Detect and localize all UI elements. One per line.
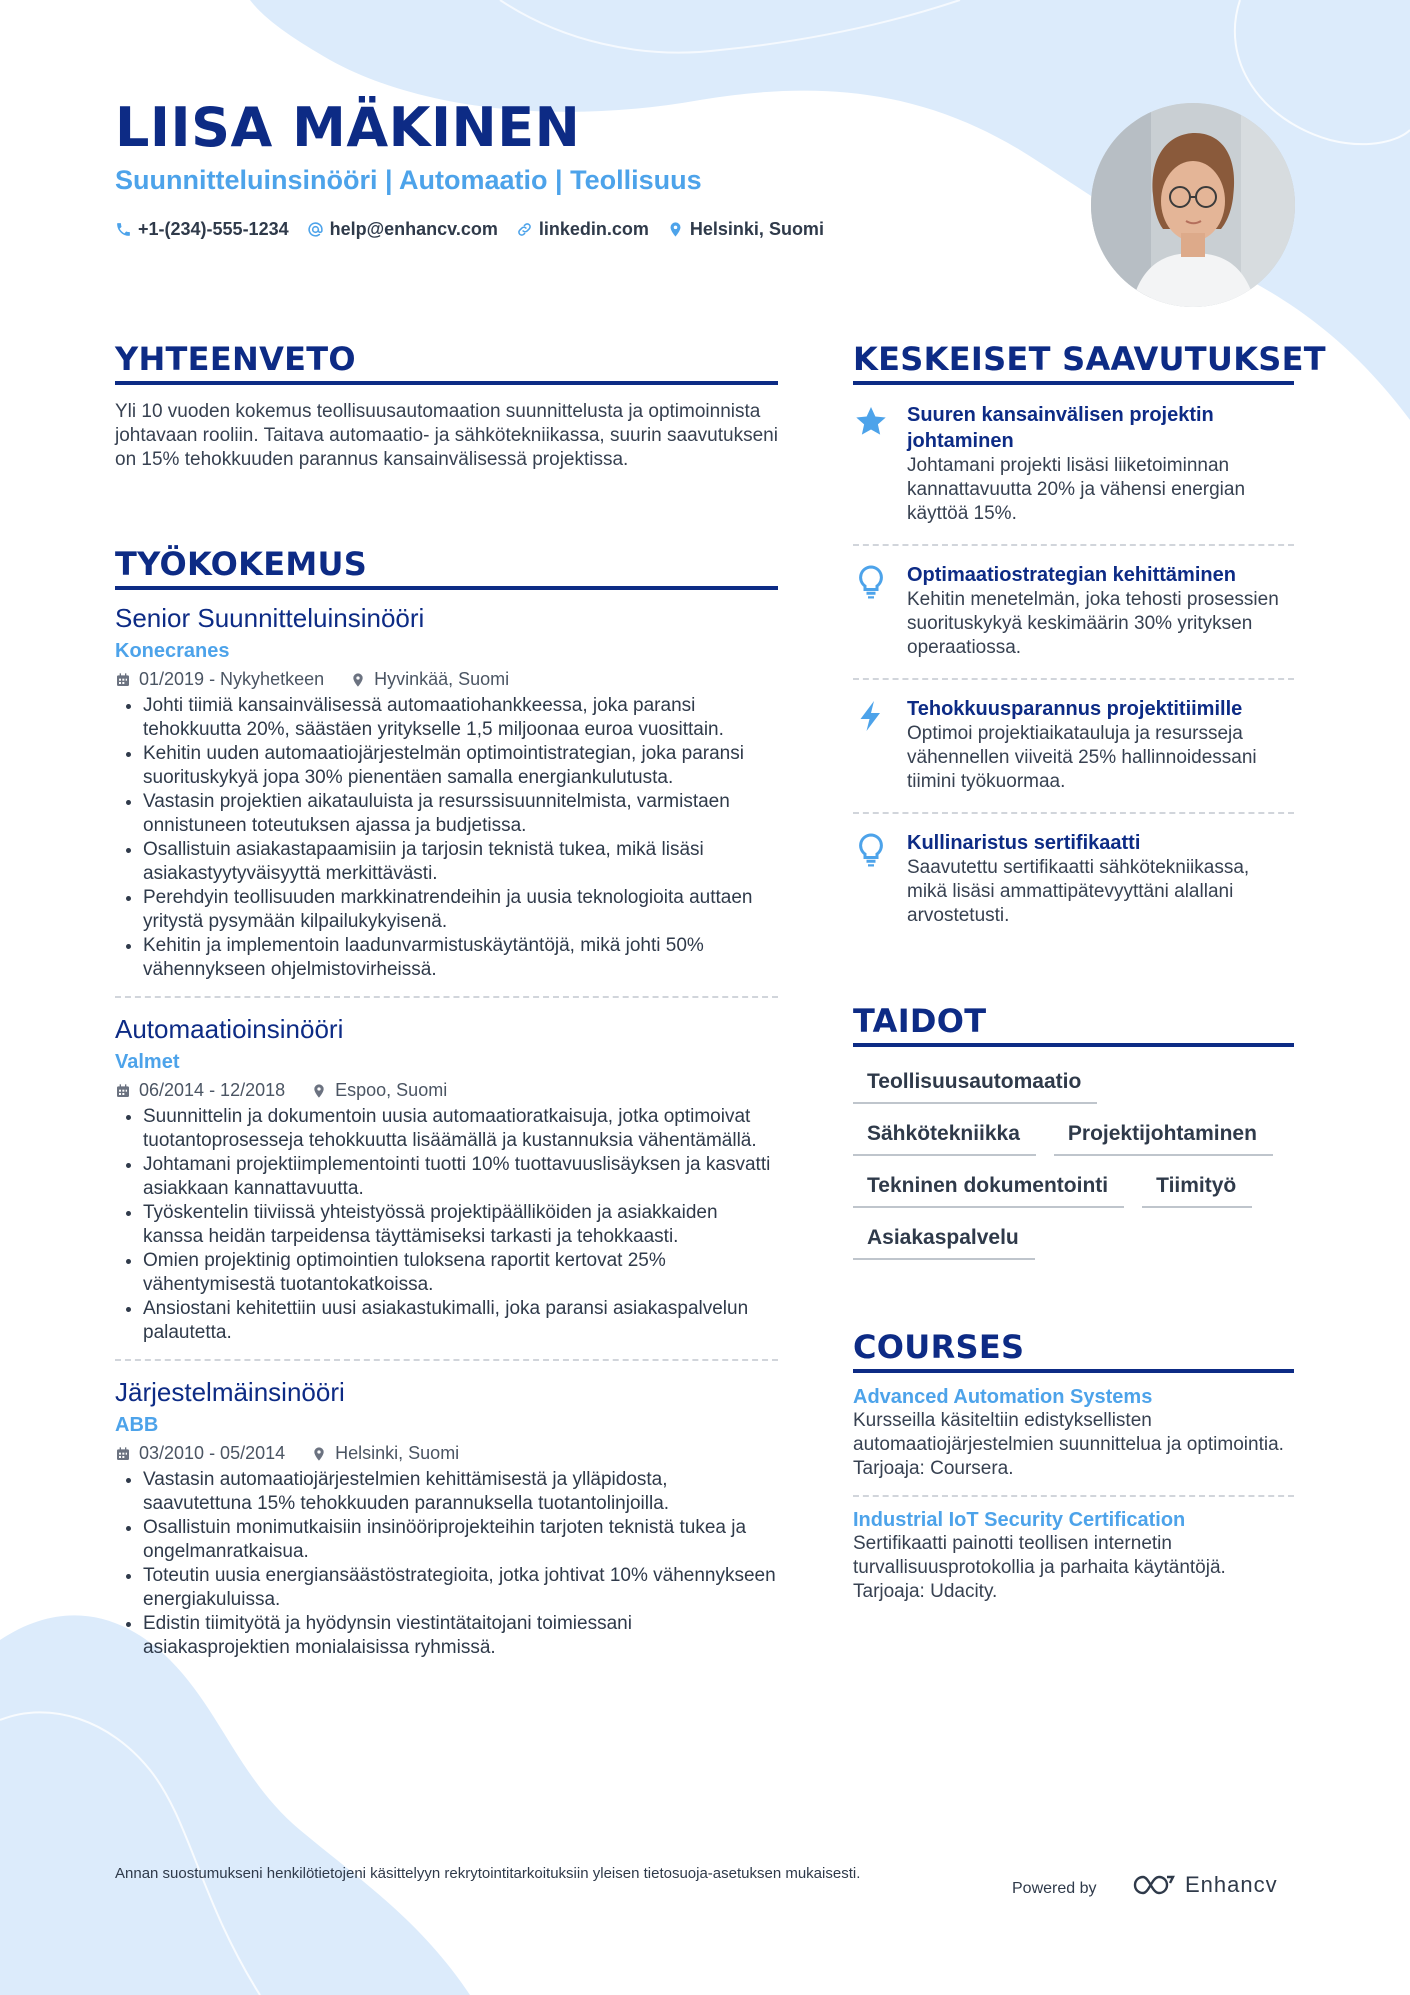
course-title[interactable]: Industrial IoT Security Certification <box>853 1509 1186 1531</box>
bullet-item: • Vastasin automaatiojärjestelmien kehittämisestä ja ylläpidosta, saavutettuna 15% tehokkuuden parannuksella tuotantolinjoilla. <box>143 1468 778 1516</box>
course-desc: Kursseilla käsiteltiin edistyksellisten automaatiojärjestelmien suunnittelua ja optimointia. Tarjoaja: Coursera. <box>853 1410 1284 1479</box>
course-desc: Sertifikaatti painotti teollisen internetin turvallisuusprotokollia ja parhaita käytäntöjä. Tarjoaja: Udacity. <box>853 1533 1226 1602</box>
courses-heading: COURSES <box>853 1328 1025 1366</box>
summary-heading: YHTEENVETO <box>115 340 356 378</box>
at-icon <box>307 221 324 238</box>
skill-tag: Tiimityö <box>1142 1174 1252 1208</box>
lightbulb-icon <box>853 564 889 600</box>
bullet-item: • Toteutin uusia energiansäästöstrategioita, jotka johtivat 10% vähennykseen energiakuluissa. <box>143 1564 778 1612</box>
job-company: Konecranes <box>115 640 230 662</box>
contact-email[interactable] <box>307 219 498 240</box>
bullet-item: • Osallistuin asiakastapaamisiin ja tarjosin teknistä tukea, mikä lisäsi asiakastyytyväisyyttä merkittävästi. <box>143 838 778 886</box>
achievement-item <box>853 402 1294 526</box>
achievement-desc: Kehitin menetelmän, joka tehosti prosessien suorituskykyä keskimäärin 30% yrityksen operaatiossa. <box>907 589 1279 658</box>
achievement-title: Optimaatiostrategian kehittäminen <box>907 564 1236 586</box>
job-company: ABB <box>115 1414 159 1436</box>
achievement-title: Kullinaristus sertifikaatti <box>907 832 1141 854</box>
job-entry <box>115 1014 778 1345</box>
job-entry <box>115 603 778 982</box>
job-location-text: Helsinki, Suomi <box>335 1443 460 1463</box>
email-text: help@enhancv.com <box>329 219 498 239</box>
job-divider <box>115 1359 778 1361</box>
bullet-item: • Kehitin uuden automaatiojärjestelmän optimointistrategian, joka paransi suorituskykyä jopa 30% pienentäen samalla energiankulutusta. <box>143 742 778 790</box>
bullet-item: • Omien projektinig optimointien tuloksena raportit kertovat 25% vähentymisestä tuotantokatkoissa. <box>143 1249 778 1297</box>
job-location <box>311 1080 447 1101</box>
lightbulb-icon <box>853 832 889 868</box>
job-bullets <box>115 1468 778 1660</box>
link-icon <box>516 221 533 238</box>
job-location-text: Espoo, Suomi <box>335 1080 448 1100</box>
job-dates-text: 06/2014 - 12/2018 <box>139 1080 286 1100</box>
bullet-item: • Edistin tiimityötä ja hyödynsin viestintätaitojani toimiessani asiakasprojektien monialaisissa ryhmissä. <box>143 1612 778 1660</box>
achievement-desc: Saavutettu sertifikaatti sähkötekniikassa, mikä lisäsi ammattipätevyyttäni alallani arvostetusti. <box>907 857 1250 926</box>
achievement-title: Tehokkuusparannus projektitiimille <box>907 698 1243 720</box>
job-location <box>311 1443 459 1464</box>
bullet-item: • Osallistuin monimutkaisiin insinööriprojekteihin tarjoten teknistä tukea ja ongelmanratkaisua. <box>143 1516 778 1564</box>
skills-heading: TAIDOT <box>853 1002 987 1040</box>
bullet-item: • Suunnittelin ja dokumentoin uusia automaatioratkaisuja, jotka optimoivat tuotantoprosesseja tehokkuutta lisäämällä ja kustannuksia vähentämällä. <box>143 1105 778 1153</box>
bullet-item: • Ansiostani kehitettiin uusi asiakastukimalli, joka paransi asiakaspalvelun palautetta. <box>143 1297 778 1345</box>
consent-text: Annan suostumukseni henkilötietojeni käsittelyyn rekrytointitarkoituksiin yleisen tietosuoja-asetuksen mukaisesti. <box>115 1865 861 1882</box>
job-location-text: Hyvinkää, Suomi <box>374 669 510 689</box>
location-pin-icon <box>311 1083 327 1099</box>
achievement-desc: Optimoi projektiaikatauluja ja resursseja vähennellen viiveitä 25% hallinnoidessani tiimini työkuormaa. <box>907 723 1257 792</box>
job-company: Valmet <box>115 1051 180 1073</box>
bullet-item: • Johti tiimiä kansainvälisessä automaatiohankkeessa, joka paransi tehokkuutta 20%, säästäen yritykselle 1,5 miljoonaa euroa vuosittain. <box>143 694 778 742</box>
skills-rule <box>853 1043 1294 1047</box>
location-pin-icon <box>350 672 366 688</box>
calendar-icon <box>115 1083 131 1099</box>
contact-linkedin[interactable] <box>516 219 649 240</box>
courses-list <box>853 1386 1294 1604</box>
job-dates-text: 01/2019 - Nykyhetkeen <box>139 669 325 689</box>
brand-name: Enhancv <box>1185 1872 1278 1897</box>
enhancv-logo-icon <box>1131 1872 1177 1898</box>
skill-tag: Teollisuusautomaatio <box>853 1070 1097 1104</box>
phone-icon <box>115 221 132 238</box>
summary-rule <box>115 381 778 385</box>
course-item <box>853 1509 1294 1604</box>
job-title: Senior Suunnitteluinsinööri <box>115 603 425 633</box>
location-pin-icon <box>311 1446 327 1462</box>
skill-tag: Sähkötekniikka <box>853 1122 1036 1156</box>
achievements-list <box>853 402 1294 928</box>
achievements-heading: KESKEISET SAAVUTUKSET <box>853 340 1326 378</box>
job-title: Järjestelmäinsinööri <box>115 1377 345 1407</box>
candidate-title: Suunnitteluinsinööri | Automaatio | Teollisuus <box>115 165 702 195</box>
bullet-item: • Johtamani projektiimplementointi tuotti 10% tuottavuuslisäyksen ja kasvatti asiakkaan kannattavuutta. <box>143 1153 778 1201</box>
powered-by-label: Powered by <box>1012 1880 1097 1897</box>
achievement-divider <box>853 812 1294 814</box>
bullet-item: • Perehdyin teollisuuden markkinatrendeihin ja uusia teknologioita auttaen yritystä pysymään kilpailukykyisenä. <box>143 886 778 934</box>
profile-photo <box>1091 103 1295 307</box>
candidate-name: LIISA MÄKINEN <box>115 96 581 159</box>
bullet-item: • Työskentelin tiiviissä yhteistyössä projektipäälliköiden ja asiakkaiden kanssa heidän tarpeidensa täyttämiseksi tarkasti ja tehokkaasti. <box>143 1201 778 1249</box>
job-bullets <box>115 1105 778 1345</box>
calendar-icon <box>115 672 131 688</box>
lightning-icon <box>853 698 889 734</box>
job-location <box>350 669 509 690</box>
job-dates-text: 03/2010 - 05/2014 <box>139 1443 286 1463</box>
bullet-item: • Kehitin ja implementoin laadunvarmistuskäytäntöjä, mikä johti 50% vähennykseen ohjelmistovirheissä. <box>143 934 778 982</box>
achievement-title: Suuren kansainvälisen projektin johtaminen <box>907 404 1214 452</box>
course-item <box>853 1386 1294 1481</box>
job-entry <box>115 1377 778 1660</box>
contact-bar <box>115 219 824 240</box>
location-pin-icon <box>667 221 684 238</box>
job-dates <box>115 1080 285 1101</box>
skill-tag: Projektijohtaminen <box>1054 1122 1273 1156</box>
job-bullets <box>115 694 778 982</box>
achievement-item <box>853 830 1294 928</box>
experience-heading: TYÖKOKEMUS <box>115 545 368 583</box>
job-title: Automaatioinsinööri <box>115 1014 344 1044</box>
experience-list <box>115 603 778 1660</box>
star-icon <box>853 404 889 440</box>
skills-list <box>853 1070 1294 1260</box>
summary-text: Yli 10 vuoden kokemus teollisuusautomaation suunnittelusta ja optimoinnista johtavaan rooliin. Taitava automaatio- ja sähkötekniikassa, suurin saavutukseni on 15% tehokkuuden parannus kansainvälisessä projektissa. <box>115 401 778 470</box>
job-dates <box>115 1443 285 1464</box>
contact-phone[interactable] <box>115 219 289 240</box>
achievement-item <box>853 696 1294 794</box>
course-divider <box>853 1495 1294 1497</box>
contact-location <box>667 219 824 240</box>
linkedin-text: linkedin.com <box>538 219 649 239</box>
achievement-desc: Johtamani projekti lisäsi liiketoiminnan kannattavuutta 20% ja vähensi energian käyttöä 15%. <box>907 455 1246 524</box>
courses-rule <box>853 1369 1294 1373</box>
course-title[interactable]: Advanced Automation Systems <box>853 1386 1153 1408</box>
achievement-divider <box>853 544 1294 546</box>
achievements-rule <box>853 381 1294 385</box>
location-text: Helsinki, Suomi <box>689 219 824 239</box>
enhancv-logo[interactable] <box>1131 1872 1278 1898</box>
achievement-item <box>853 562 1294 660</box>
phone-text: +1-(234)-555-1234 <box>138 219 289 239</box>
experience-rule <box>115 586 778 590</box>
achievement-divider <box>853 678 1294 680</box>
job-dates <box>115 669 324 690</box>
bullet-item: • Vastasin projektien aikatauluista ja resurssisuunnitelmista, varmistaen onnistuneen toteutuksen ajassa ja budjetissa. <box>143 790 778 838</box>
job-divider <box>115 996 778 998</box>
calendar-icon <box>115 1446 131 1462</box>
skill-tag: Asiakaspalvelu <box>853 1226 1035 1260</box>
skill-tag: Tekninen dokumentointi <box>853 1174 1124 1208</box>
